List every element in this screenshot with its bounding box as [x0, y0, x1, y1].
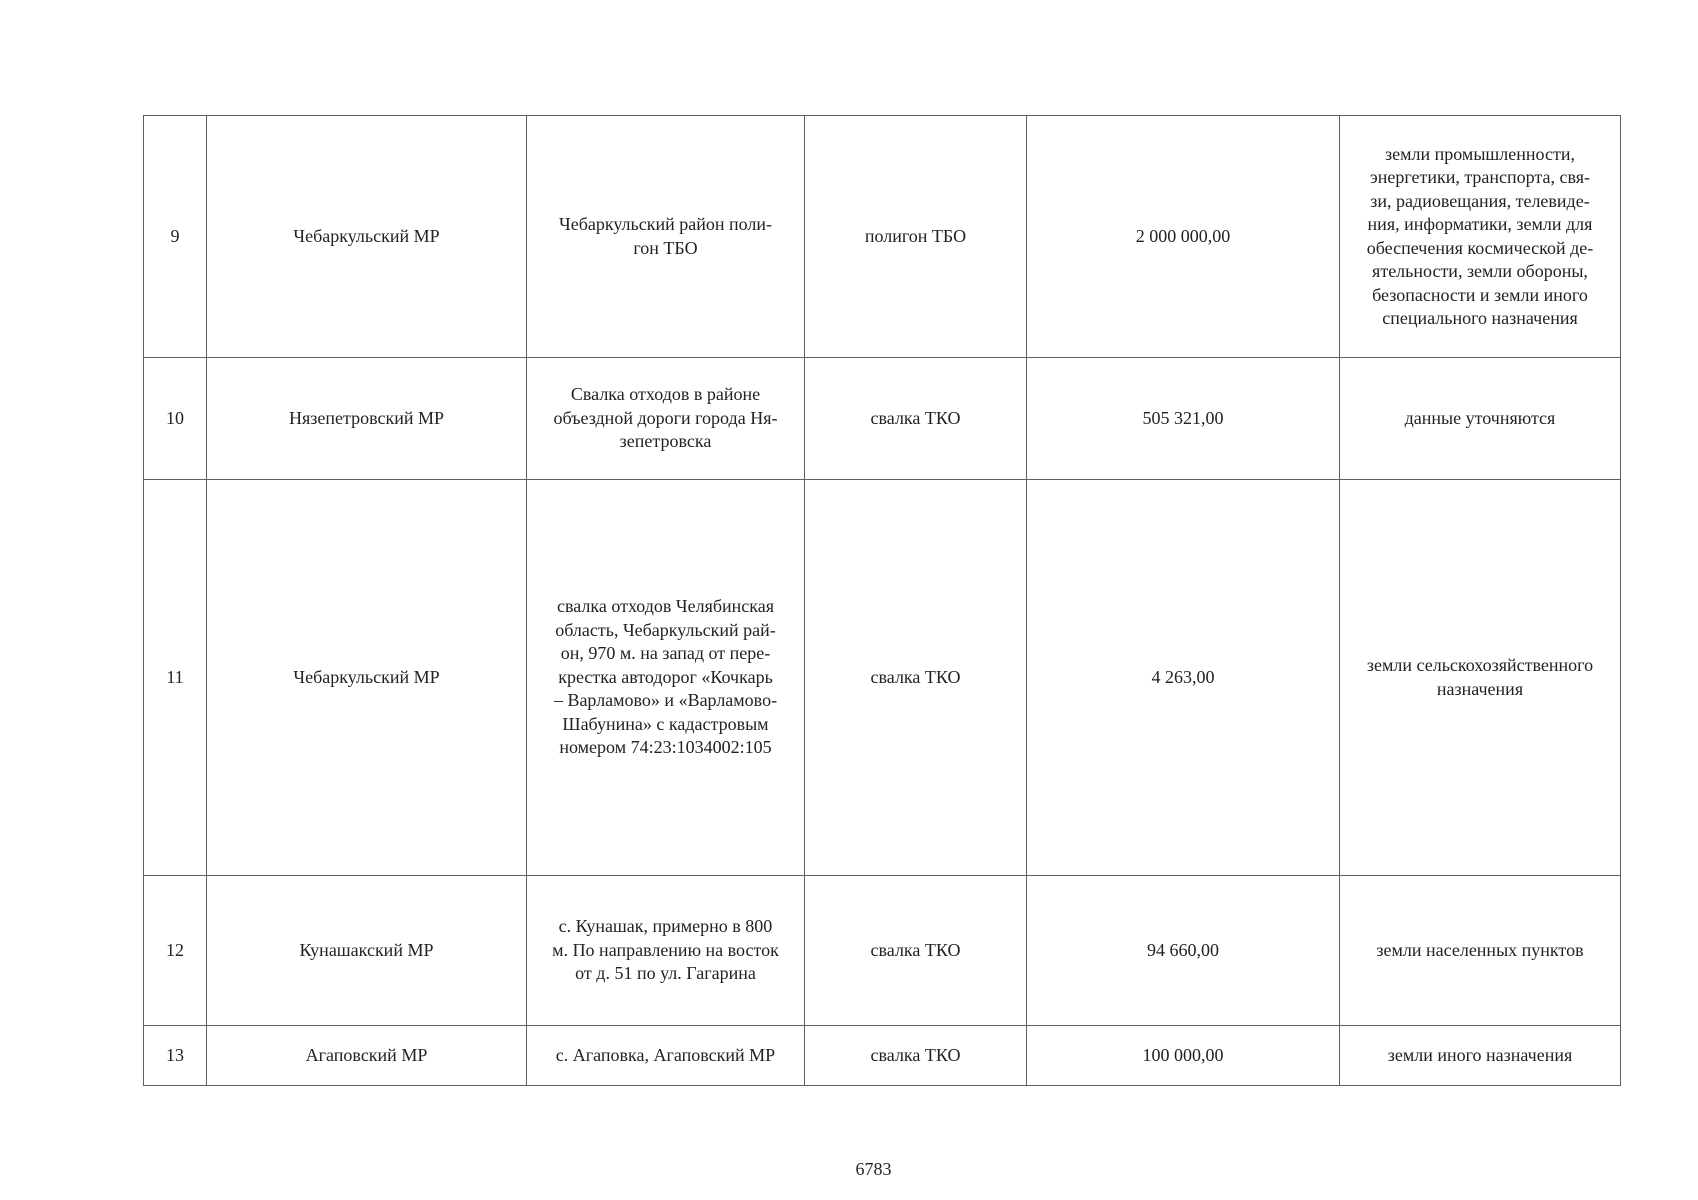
location-cell: свалка отходов Челябинская область, Чебаркульский рай- он, 970 м. на запад от пере- крестка автодорог «Кочкарь – Варламово» и «Варламово- Шабунина» с кадастровым номером 74:23:1034002:105	[527, 480, 805, 876]
amount-cell: 4 263,00	[1027, 480, 1340, 876]
land-category-cell: земли сельскохозяйственного назначения	[1340, 480, 1621, 876]
amount-cell: 2 000 000,00	[1027, 116, 1340, 358]
row-number-cell: 9	[144, 116, 207, 358]
row-number-cell: 11	[144, 480, 207, 876]
district-cell: Кунашакский МР	[207, 876, 527, 1026]
table-row	[144, 358, 1621, 480]
location-cell: с. Агаповка, Агаповский МР	[527, 1026, 805, 1086]
registry-table	[143, 115, 1621, 1086]
location-cell: Свалка отходов в районе объездной дороги города Ня- зепетровска	[527, 358, 805, 480]
location-cell: с. Кунашак, примерно в 800 м. По направлению на восток от д. 51 по ул. Гагарина	[527, 876, 805, 1026]
land-category-cell: земли иного назначения	[1340, 1026, 1621, 1086]
table-row	[144, 480, 1621, 876]
amount-cell: 94 660,00	[1027, 876, 1340, 1026]
district-cell: Нязепетровский МР	[207, 358, 527, 480]
table-row	[144, 876, 1621, 1026]
location-cell: Чебаркульский район поли- гон ТБО	[527, 116, 805, 358]
land-category-cell: земли промышленности, энергетики, транспорта, свя- зи, радиовещания, телевиде- ния, информатики, земли для обеспечения космической де- ятельности, земли обороны, безопасности и земли иного специального назначения	[1340, 116, 1621, 358]
row-number-cell: 12	[144, 876, 207, 1026]
object-type-cell: свалка ТКО	[805, 876, 1027, 1026]
amount-cell: 505 321,00	[1027, 358, 1340, 480]
object-type-cell: свалка ТКО	[805, 480, 1027, 876]
land-category-cell: данные уточняются	[1340, 358, 1621, 480]
page-number: 6783	[855, 1159, 892, 1179]
table-row	[144, 116, 1621, 358]
district-cell: Чебаркульский МР	[207, 480, 527, 876]
row-number-cell: 13	[144, 1026, 207, 1086]
district-cell: Агаповский МР	[207, 1026, 527, 1086]
amount-cell: 100 000,00	[1027, 1026, 1340, 1086]
land-category-cell: земли населенных пунктов	[1340, 876, 1621, 1026]
table-row	[144, 1026, 1621, 1086]
object-type-cell: полигон ТБО	[805, 116, 1027, 358]
row-number-cell: 10	[144, 358, 207, 480]
object-type-cell: свалка ТКО	[805, 1026, 1027, 1086]
district-cell: Чебаркульский МР	[207, 116, 527, 358]
object-type-cell: свалка ТКО	[805, 358, 1027, 480]
